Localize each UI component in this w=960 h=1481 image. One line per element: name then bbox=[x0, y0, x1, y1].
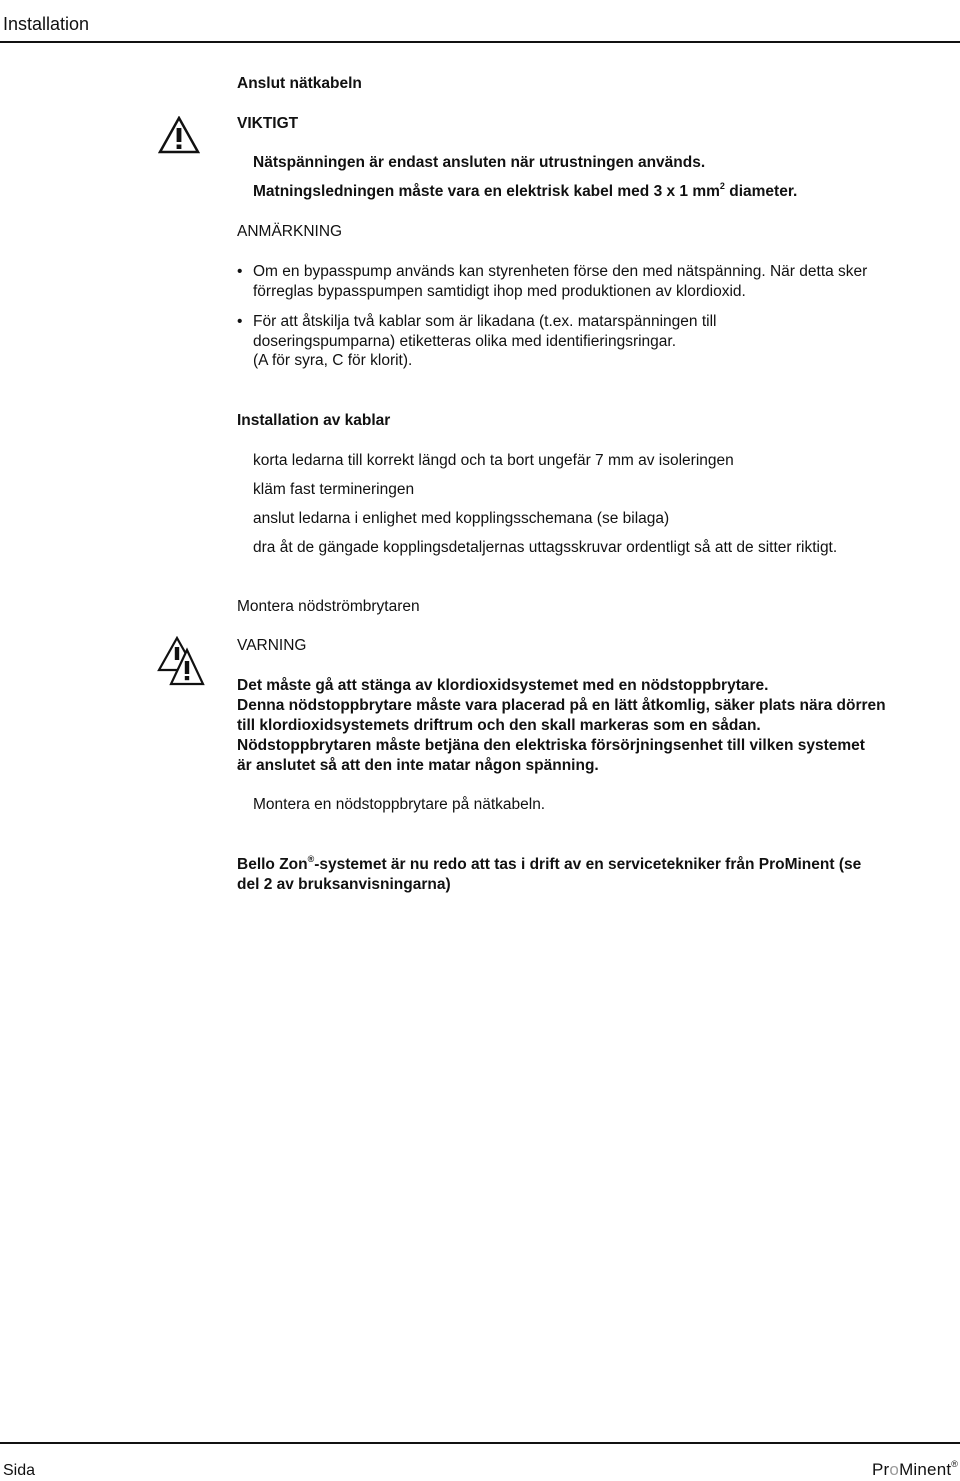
warning-text-4: Nödstoppbrytaren måste betjäna den elektriska försörjningsenhet till vilken systemet bbox=[237, 737, 865, 754]
warning-text-5: är anslutet så att den inte matar någon spänning. bbox=[237, 757, 599, 774]
instruction-text: Montera en nödstoppbrytare på nätkabeln. bbox=[253, 796, 546, 813]
step-2: kläm fast termineringen bbox=[253, 481, 415, 498]
footer-page-label: Sida bbox=[3, 1462, 36, 1479]
note-bullet-2-line1: För att åtskilja två kablar som är likadana (t.ex. matarspänningen till bbox=[253, 313, 717, 330]
section-heading-connect-mains: Anslut nätkabeln bbox=[237, 75, 362, 92]
closing-line-1: Bello Zon®-systemet är nu redo att tas i drift av en servicetekniker från ProMinent (se bbox=[237, 853, 862, 873]
step-1: korta ledarna till korrekt längd och ta bort ungefär 7 mm av isoleringen bbox=[253, 452, 734, 469]
double-warning-triangle-icon bbox=[157, 636, 205, 686]
brand-logo: ProMinent® bbox=[872, 1459, 959, 1479]
warning-label: VARNING bbox=[237, 637, 307, 654]
step-4: dra åt de gängade kopplingsdetaljernas uttagsskruvar ordentligt så att de sitter riktigt. bbox=[253, 539, 838, 556]
important-label: VIKTIGT bbox=[237, 115, 299, 132]
warning-triangle-icon bbox=[158, 116, 200, 154]
note-bullet-1-line2: förreglas bypasspumpen samtidigt ihop med produktionen av klordioxid. bbox=[253, 283, 746, 300]
note-bullet-2-line2: doseringspumparna) etiketteras olika med identifieringsringar. bbox=[253, 333, 677, 350]
important-text-1: Nätspänningen är endast ansluten när utrustningen används. bbox=[253, 154, 706, 171]
section-heading-emergency-switch: Montera nödströmbrytaren bbox=[237, 598, 420, 615]
warning-text-1: Det måste gå att stänga av klordioxidsystemet med en nödstoppbrytare. bbox=[237, 677, 769, 694]
warning-text-3: till klordioxidsystemets driftrum och den skall markeras som en sådan. bbox=[237, 717, 761, 734]
page-header-title: Installation bbox=[3, 14, 90, 34]
closing-line-2: del 2 av bruksanvisningarna) bbox=[237, 876, 451, 893]
note-bullet-2-line3: (A för syra, C för klorit). bbox=[253, 352, 413, 369]
step-3: anslut ledarna i enlighet med kopplingsschemana (se bilaga) bbox=[253, 510, 670, 527]
important-text-2: Matningsledningen måste vara en elektrisk kabel med 3 x 1 $mm^2$ diameter. bbox=[253, 180, 798, 200]
header-rule bbox=[0, 41, 960, 43]
section-heading-cable-installation: Installation av kablar bbox=[237, 412, 391, 429]
footer-rule bbox=[0, 1442, 960, 1444]
bullet-dot: • bbox=[237, 263, 243, 280]
bullet-dot: • bbox=[237, 313, 243, 330]
warning-text-2: Denna nödstoppbrytare måste vara placerad på en lätt åtkomlig, säker plats nära dörren bbox=[237, 697, 886, 714]
note-label: ANMÄRKNING bbox=[237, 223, 343, 240]
note-bullet-1-line1: Om en bypasspump används kan styrenheten förse den med nätspänning. När detta sker bbox=[253, 263, 868, 280]
